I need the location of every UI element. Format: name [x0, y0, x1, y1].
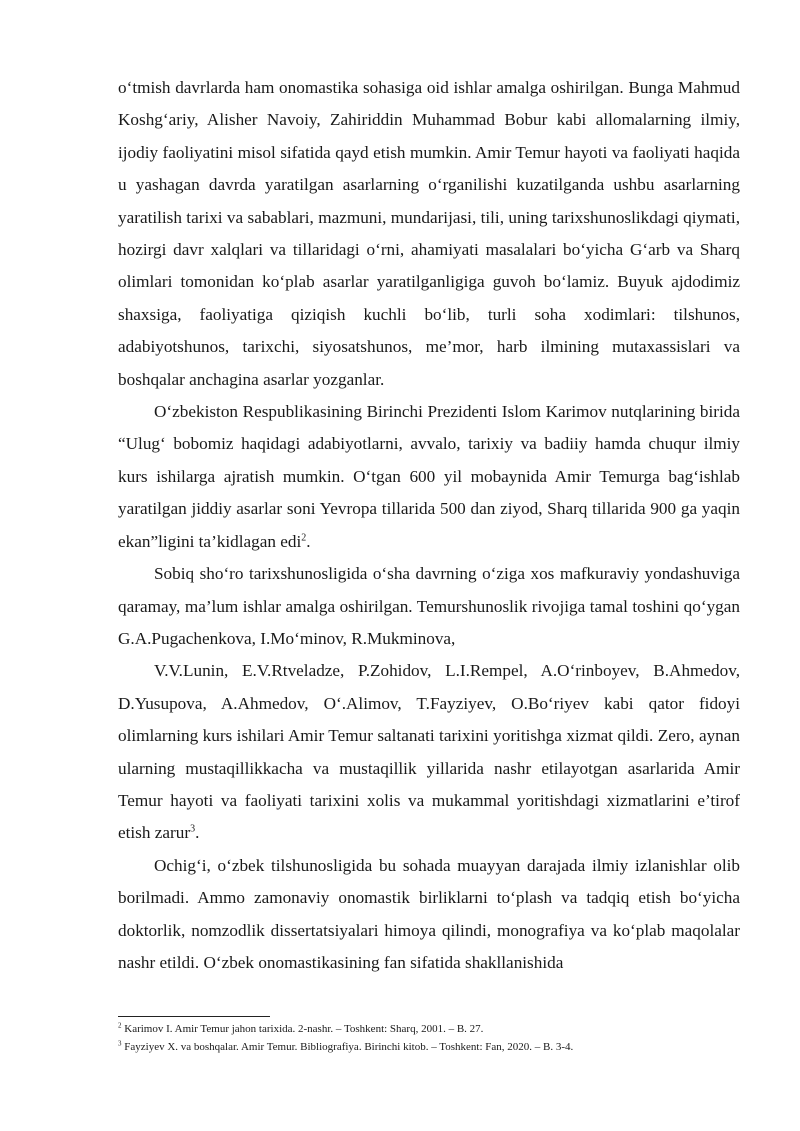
paragraph-3: Sobiq sho‘ro tarixshunosligida o‘sha davrning o‘ziga xos mafkuraviy yondashuviga qaramay, ma’lum ishlar amalga oshirilgan. Temurshunoslik rivojiga tamal toshini qo‘ygan G.A.Pugachenkova, I.Mo‘minov, R.Mukminova, — [118, 564, 740, 648]
paragraph-5: Ochig‘i, o‘zbek tilshunosligida bu sohada muayyan darajada ilmiy izlanishlar olib borilmadi. Ammo zamonaviy onomastik birliklarni to‘plash va tadqiq etish bo‘yicha doktorlik, nomzodlik dissertatsiyalari himoya qilindi, monografiya va ko‘plab maqolalar nashr etildi. O‘zbek onomastikasining fan sifatida shakllanishida — [118, 855, 740, 972]
paragraph-4-text: V.V.Lunin, E.V.Rtveladze, P.Zohidov, L.I.Rempel, A.O‘rinboyev, B.Ahmedov, D.Yusupova, A.Ahmedov, O‘.Alimov, T.Fayziyev, O.Bo‘riyev kabi qator fidoyi olimlarning kurs ishilari Amir Temur saltanati tarixini yoritishga xizmat qildi. Zero, aynan ularning mustaqillikkacha va mustaqillik yillarida nashr etilayotgan asarlarida Amir Temur hayoti va faoliyati tarixini xolis va mukammal yoritishdagi xizmatlarini e’tirof etish zarur — [118, 661, 740, 843]
paragraph-1: o‘tmish davrlarda ham onomastika sohasiga oid ishlar amalga oshirilgan. Bunga Mahmud Koshg‘ariy, Alisher Navoiy, Zahiriddin Muhammad Bobur kabi allomalarning ilmiy, ijodiy faoliyatini misol sifatida qayd etish mumkin. Amir Temur hayoti va faoliyati haqida u yashagan davrda yaratilgan asarlarning o‘rganilishi kuzatilganda ushbu asarlarning yaratilish tarixi va sabablari, mazmuni, mundarijasi, tili, uning tarixshunoslikdagi qiymati, hozirgi davr xalqlari va tillaridagi o‘rni, ahamiyati masalalari bo‘yicha G‘arb va Sharq olimlari tomonidan ko‘plab asarlar yaratilganligiga guvoh bo‘lamiz. Buyuk ajdodimiz shaxsiga, faoliyatiga qiziqish kuchli bo‘lib, turli soha xodimlari: tilshunos, adabiyotshunos, tarixchi, siyosatshunos, me’mor, harb ilmining mutaxassislari va boshqalar anchagina asarlar yozganlar. — [118, 78, 740, 389]
footnote-mark: 3 — [118, 1039, 122, 1048]
footnote-3 — [118, 1038, 740, 1056]
footnote-ref-3[interactable]: 3 — [190, 823, 196, 835]
paragraph-2-text: O‘zbekiston Respublikasining Birinchi Prezidenti Islom Karimov nutqlarining birida “Ulug‘ bobomiz haqidagi adabiyotlarni, avvalo, tarixiy va badiiy hamda chuqur ilmiy kurs ishilarga ajratish mumkin. O‘tgan 600 yil mobaynida Amir Temurga bag‘ishlab yaratilgan jiddiy asarlar soni Yevropa tillarida 500 dan ziyod, Sharq tillarida 900 ga yaqin ekan”ligini ta’kidlagan edi — [118, 402, 740, 551]
paragraph-2 — [118, 396, 740, 558]
paragraph-4 — [118, 655, 740, 849]
page-body — [118, 72, 740, 979]
footnote-text: Karimov I. Amir Temur jahon tarixida. 2-nashr. – Toshkent: Sharq, 2001. – B. 27. — [124, 1023, 484, 1035]
footnote-separator — [118, 1016, 270, 1017]
footnote-ref-2[interactable]: 2 — [301, 531, 307, 543]
paragraph-2-end: . — [306, 531, 311, 551]
paragraph-4-end: . — [195, 823, 200, 843]
footnote-text: Fayziyev X. va boshqalar. Amir Temur. Bibliografiya. Birinchi kitob. – Toshkent: Fan, 2020. – B. 3-4. — [124, 1041, 574, 1053]
footnotes — [118, 1020, 740, 1056]
footnote-2 — [118, 1020, 740, 1038]
footnote-mark: 2 — [118, 1021, 122, 1030]
